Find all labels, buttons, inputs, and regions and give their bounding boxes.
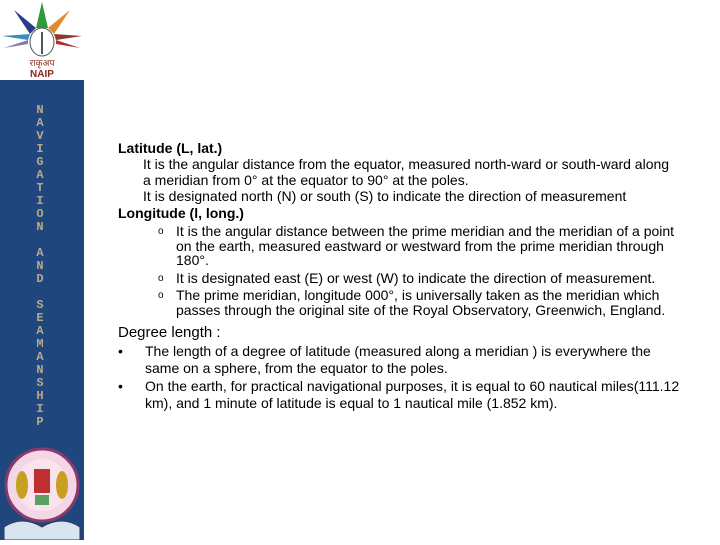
vertical-title-letter: N (36, 220, 44, 234)
vertical-title-letter: N (36, 103, 44, 117)
list-item-text: On the earth, for practical navigational purposes, it is equal to 60 nautical miles(111.12 km), and 1 minute of latitude is equal to 1 nautical mile (1.852 km). (145, 378, 680, 411)
vertical-title-letter: I (36, 402, 44, 416)
list-item (118, 343, 688, 376)
svg-text:NAIP: NAIP (30, 69, 54, 80)
sidebar (0, 0, 84, 540)
vertical-title-letter: S (36, 298, 44, 312)
longitude-heading: Longitude (l, long.) (118, 205, 244, 221)
latitude-heading: Latitude (L, lat.) (118, 140, 223, 156)
list-item-text: The length of a degree of latitude (measured along a meridian ) is everywhere the same on a sphere, from the equator to the poles. (145, 343, 651, 376)
vertical-title-letter: A (36, 246, 44, 260)
list-item (118, 271, 688, 286)
bullet: • (118, 343, 123, 359)
vertical-title-letter: E (36, 311, 44, 325)
vertical-title-letter: A (36, 324, 44, 338)
vertical-title-letter: A (36, 116, 44, 130)
vertical-title-letter: S (36, 376, 44, 390)
vertical-title-letter: O (36, 207, 44, 221)
vertical-title (30, 104, 50, 429)
naip-logo (0, 0, 84, 80)
vertical-title-letter: I (36, 194, 44, 208)
list-item (118, 288, 688, 317)
vertical-title-letter: N (36, 363, 44, 377)
naip-logo-icon (0, 0, 84, 80)
latitude-text: It is designated north (N) or south (S) to indicate the direction of measurement (143, 188, 627, 204)
list-item-text: The prime meridian, longitude 000°, is universally taken as the meridian which passes through the original site of the Royal Observatory, Greenwich, England. (176, 287, 666, 318)
list-item-text: It is designated east (E) or west (W) to indicate the direction of measurement. (176, 269, 656, 286)
bullet: o (158, 272, 164, 284)
list-item-text: It is the angular distance between the prime meridian and the meridian of a point on the earth, measured eastward or westward from the prime meridian through 180°. (176, 223, 675, 268)
bullet: o (158, 226, 164, 237)
vertical-title-letter: I (36, 142, 44, 156)
bullet: o (158, 290, 164, 301)
vertical-title-letter: A (36, 350, 44, 364)
college-emblem (2, 445, 82, 540)
vertical-title-letter: D (36, 272, 44, 286)
vertical-title-letter: P (36, 415, 44, 429)
latitude-text: It is the angular distance from the equator, measured north-ward or south-ward along a meridian from 0° at the equator to 90° at the poles. (143, 156, 670, 188)
degree-heading: Degree length : (118, 324, 221, 341)
vertical-title-letter: V (36, 129, 44, 143)
vertical-title-letter: M (36, 337, 44, 351)
svg-text:राकृअप: राकृअप (29, 58, 55, 68)
vertical-title-letter: T (36, 181, 44, 195)
slide-content (118, 140, 688, 411)
vertical-title-letter: G (36, 155, 44, 169)
vertical-title-letter: N (36, 259, 44, 273)
list-item (118, 224, 688, 268)
bullet: • (118, 378, 123, 394)
list-item (118, 378, 688, 411)
vertical-title-letter: A (36, 168, 44, 182)
vertical-title-letter: H (36, 389, 44, 403)
